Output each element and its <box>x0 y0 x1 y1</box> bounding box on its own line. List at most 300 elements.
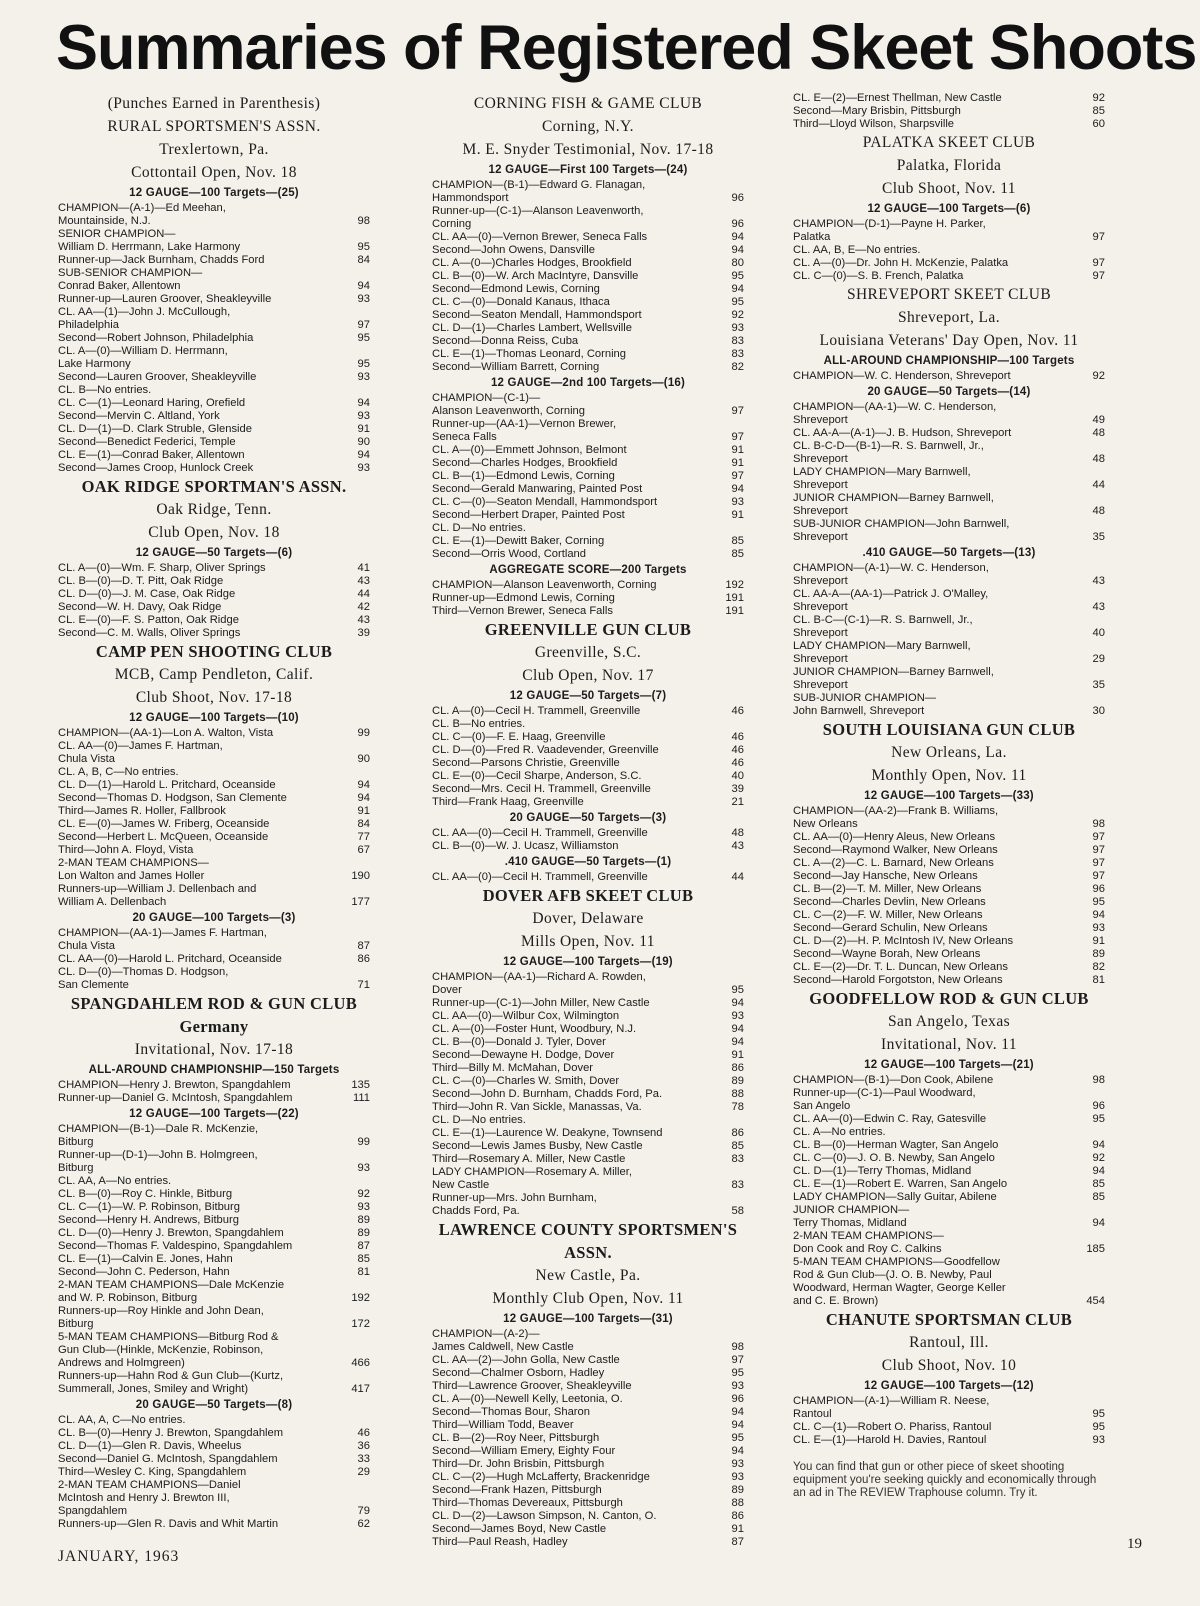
result-label: Second—Edmond Lewis, Corning <box>432 283 600 295</box>
result-label: John Barnwell, Shreveport <box>793 705 925 717</box>
result-row <box>58 1383 370 1396</box>
result-score: 85 <box>731 548 744 560</box>
result-row <box>58 449 370 462</box>
result-row <box>432 783 744 796</box>
result-row <box>432 1367 744 1380</box>
result-score: 71 <box>357 979 370 991</box>
event-subheading: 12 GAUGE—100 Targets—(22) <box>129 1108 299 1120</box>
result-row <box>793 1217 1105 1230</box>
result-score: 85 <box>1092 105 1105 117</box>
result-score: 97 <box>1092 831 1105 843</box>
section-heading: Germany <box>179 1017 249 1036</box>
result-score: 94 <box>731 1023 744 1035</box>
result-text: CL. AA-A—(AA-1)—Patrick J. O'Malley, <box>793 588 989 600</box>
result-row <box>58 436 370 449</box>
result-row <box>432 1497 744 1510</box>
result-text: CL. B-C-D—(B-1)—R. S. Barnwell, Jr., <box>793 440 984 452</box>
result-label: Palatka <box>793 231 831 243</box>
result-label: Second—Gerard Schulin, New Orleans <box>793 922 988 934</box>
result-label: Third—William Todd, Beaver <box>432 1419 574 1431</box>
result-text: CL. B—No entries. <box>58 384 152 396</box>
result-label: Lon Walton and James Holler <box>58 870 205 882</box>
section-heading: SPANGDAHLEM ROD & GUN CLUB <box>70 994 358 1013</box>
result-row <box>432 705 744 718</box>
result-score: 95 <box>357 332 370 344</box>
result-row <box>793 831 1105 844</box>
result-row <box>793 92 1105 105</box>
result-row <box>58 1227 370 1240</box>
result-row <box>432 605 744 618</box>
event-subheading: 12 GAUGE—50 Targets—(7) <box>509 690 667 702</box>
result-row <box>793 844 1105 857</box>
result-label: Chadds Ford, Pa. <box>432 1205 520 1217</box>
result-label: and C. E. Brown) <box>793 1295 879 1307</box>
result-label: CL. E—(1)—Laurence W. Deakyne, Townsend <box>432 1127 663 1139</box>
result-label: CL. B—(0)—W. Arch MacIntyre, Dansville <box>432 270 639 282</box>
result-label: CL. E—(1)—Dewitt Baker, Corning <box>432 535 605 547</box>
result-row <box>432 997 744 1010</box>
result-row <box>793 1295 1105 1308</box>
section-heading: Corning, N.Y. <box>542 118 634 135</box>
page-title: Summaries of Registered Skeet Shoots <box>56 13 1197 83</box>
result-label: Third—Frank Haag, Greenville <box>432 796 584 808</box>
result-row <box>793 1434 1105 1447</box>
section-heading: Club Shoot, Nov. 11 <box>882 180 1016 197</box>
result-label: Second—Charles Devlin, New Orleans <box>793 896 986 908</box>
result-label: Second—Harold Forgotston, New Orleans <box>793 974 1003 986</box>
section-heading: GOODFELLOW ROD & GUN CLUB <box>809 989 1089 1008</box>
result-label: Second—Charles Hodges, Brookfield <box>432 457 618 469</box>
result-row <box>432 1471 744 1484</box>
result-label: Terry Thomas, Midland <box>793 1217 907 1229</box>
result-text: CL. D—No entries. <box>432 1114 526 1126</box>
result-score: 95 <box>1092 1408 1105 1420</box>
result-score: 96 <box>731 218 744 230</box>
result-row <box>793 705 1105 718</box>
result-score: 30 <box>1092 705 1105 717</box>
result-row <box>58 254 370 267</box>
result-score: 97 <box>1092 270 1105 282</box>
result-row <box>432 496 744 509</box>
result-label: CL. D—(2)—Lawson Simpson, N. Canton, O. <box>432 1510 657 1522</box>
result-label: CL. B—(0)—Herman Wagter, San Angelo <box>793 1139 999 1151</box>
result-label: Second—C. M. Walls, Oliver Springs <box>58 627 241 639</box>
result-row <box>58 1214 370 1227</box>
result-row <box>58 1162 370 1175</box>
result-label: CL. E—(0)—Cecil Sharpe, Anderson, S.C. <box>432 770 642 782</box>
result-score: 93 <box>731 496 744 508</box>
result-label: Second—Chalmer Osborn, Hadley <box>432 1367 605 1379</box>
result-row <box>58 423 370 436</box>
result-score: 135 <box>351 1079 370 1091</box>
result-label: Third—Paul Reash, Hadley <box>432 1536 568 1548</box>
result-row <box>58 332 370 345</box>
result-label: Second—Jay Hansche, New Orleans <box>793 870 978 882</box>
result-label: Second—Daniel G. McIntosh, Spangdahlem <box>58 1453 278 1465</box>
result-row <box>793 231 1105 244</box>
result-text: 5-MAN TEAM CHAMPIONS—Goodfellow <box>793 1256 1000 1268</box>
result-label: CL. D—(2)—H. P. McIntosh IV, New Orleans <box>793 935 1014 947</box>
result-score: 191 <box>725 592 744 604</box>
result-label: Second—Thomas Bour, Sharon <box>432 1406 590 1418</box>
result-score: 93 <box>357 462 370 474</box>
result-score: 97 <box>731 405 744 417</box>
result-row <box>432 1010 744 1023</box>
result-label: Rantoul <box>793 1408 832 1420</box>
result-text: Runners-up—Hahn Rod & Gun Club—(Kurtz, <box>58 1370 284 1382</box>
result-row <box>793 1100 1105 1113</box>
result-text: CL. B—No entries. <box>432 718 526 730</box>
section-heading: SOUTH LOUISIANA GUN CLUB <box>822 720 1076 739</box>
result-label: Shreveport <box>793 531 848 543</box>
result-row <box>793 909 1105 922</box>
result-score: 89 <box>357 1227 370 1239</box>
result-label: Second—James Boyd, New Castle <box>432 1523 607 1535</box>
result-score: 86 <box>731 1510 744 1522</box>
result-label: Second—Mary Brisbin, Pittsburgh <box>793 105 961 117</box>
result-text: 2-MAN TEAM CHAMPIONS— <box>793 1230 944 1242</box>
result-score: 60 <box>1092 118 1105 130</box>
section-heading: Monthly Club Open, Nov. 11 <box>492 1290 684 1307</box>
result-score: 98 <box>731 1341 744 1353</box>
result-score: 95 <box>357 241 370 253</box>
result-row <box>432 744 744 757</box>
result-row <box>432 1049 744 1062</box>
result-label: Runner-up—Lauren Groover, Sheakleyville <box>58 293 272 305</box>
result-label: San Angelo <box>793 1100 851 1112</box>
result-score: 35 <box>1092 531 1105 543</box>
result-text: CHAMPION—(B-1)—Edward G. Flanagan, <box>432 179 646 191</box>
result-label: Chula Vista <box>58 753 116 765</box>
result-label: CL. E—(2)—Ernest Thellman, New Castle <box>793 92 1002 104</box>
result-row <box>793 948 1105 961</box>
result-row <box>58 940 370 953</box>
result-label: CL. C—(2)—F. W. Miller, New Orleans <box>793 909 983 921</box>
result-score: 94 <box>357 792 370 804</box>
column-1 <box>58 92 370 1531</box>
event-subheading: 12 GAUGE—100 Targets—(19) <box>503 956 673 968</box>
result-row <box>432 192 744 205</box>
section-heading: ASSN. <box>564 1243 612 1262</box>
result-row <box>793 479 1105 492</box>
result-row <box>58 280 370 293</box>
result-label: CL. C—(1)—W. P. Robinson, Bitburg <box>58 1201 240 1213</box>
result-row <box>432 731 744 744</box>
result-score: 97 <box>1092 257 1105 269</box>
result-score: 91 <box>731 444 744 456</box>
result-label: CL. B—(1)—Edmond Lewis, Corning <box>432 470 615 482</box>
result-score: 97 <box>1092 857 1105 869</box>
result-label: Shreveport <box>793 575 848 587</box>
result-score: 83 <box>731 348 744 360</box>
result-row <box>58 753 370 766</box>
result-row <box>432 270 744 283</box>
result-score: 46 <box>731 731 744 743</box>
result-row <box>432 322 744 335</box>
result-label: Mountainside, N.J. <box>58 215 151 227</box>
result-score: 89 <box>1092 948 1105 960</box>
result-label: CL. E—(2)—Dr. T. L. Duncan, New Orleans <box>793 961 1008 973</box>
result-text: CHAMPION—(AA-1)—W. C. Henderson, <box>793 401 997 413</box>
result-row <box>793 575 1105 588</box>
result-row <box>58 1357 370 1370</box>
result-label: CL. E—(1)—Calvin E. Jones, Hahn <box>58 1253 233 1265</box>
result-score: 48 <box>1092 427 1105 439</box>
result-row <box>432 1075 744 1088</box>
result-score: 87 <box>731 1536 744 1548</box>
result-label: CL. AA-A—(A-1)—J. B. Hudson, Shreveport <box>793 427 1012 439</box>
result-label: Shreveport <box>793 653 848 665</box>
result-label: CL. E—(0)—James W. Friberg, Oceanside <box>58 818 270 830</box>
result-label: Second—Dewayne H. Dodge, Dover <box>432 1049 615 1061</box>
section-heading: PALATKA SKEET CLUB <box>862 134 1036 151</box>
result-row <box>432 1179 744 1192</box>
result-row <box>432 296 744 309</box>
result-score: 87 <box>357 940 370 952</box>
result-text: CL. AA—(1)—John J. McCullough, <box>58 306 231 318</box>
result-label: Spangdahlem <box>58 1505 128 1517</box>
result-label: CL. A—(2)—C. L. Barnard, New Orleans <box>793 857 994 869</box>
section-heading: Monthly Open, Nov. 11 <box>871 767 1027 784</box>
result-label: Second—Mrs. Cecil H. Trammell, Greenville <box>432 783 651 795</box>
result-row <box>793 935 1105 948</box>
result-label: Bitburg <box>58 1318 94 1330</box>
result-score: 97 <box>1092 844 1105 856</box>
result-score: 67 <box>357 844 370 856</box>
result-row <box>58 1092 370 1105</box>
result-score: 90 <box>357 753 370 765</box>
result-row <box>58 870 370 883</box>
result-label: James Caldwell, New Castle <box>432 1341 574 1353</box>
result-score: 91 <box>357 423 370 435</box>
result-label: Philadelphia <box>58 319 119 331</box>
result-label: CL. C—(2)—Hugh McLafferty, Brackenridge <box>432 1471 650 1483</box>
result-row <box>432 1127 744 1140</box>
result-text: CL. D—No entries. <box>432 522 526 534</box>
result-label: Third—Billy M. McMahan, Dover <box>432 1062 594 1074</box>
result-row <box>432 1062 744 1075</box>
result-label: CL. C—(0)—J. O. B. Newby, San Angelo <box>793 1152 995 1164</box>
result-label: Second—James Croop, Hunlock Creek <box>58 462 254 474</box>
result-label: Shreveport <box>793 679 848 691</box>
result-score: 86 <box>357 953 370 965</box>
result-label: CL. A—(0)—Emmett Johnson, Belmont <box>432 444 627 456</box>
result-text: CL. AA, B, E—No entries. <box>793 244 921 256</box>
result-label: CL. C—(1)—Leonard Haring, Orefield <box>58 397 246 409</box>
result-text: McIntosh and Henry J. Brewton III, <box>58 1492 230 1504</box>
result-row <box>58 397 370 410</box>
result-label: CL. E—(1)—Robert E. Warren, San Angelo <box>793 1178 1008 1190</box>
result-row <box>58 792 370 805</box>
section-heading: Oak Ridge, Tenn. <box>156 501 272 518</box>
result-row <box>432 218 744 231</box>
result-score: 94 <box>357 779 370 791</box>
result-score: 97 <box>731 470 744 482</box>
result-row <box>793 1152 1105 1165</box>
result-text: CL. AA, A, C—No entries. <box>58 1414 186 1426</box>
result-label: Second—Seaton Mendall, Hammondsport <box>432 309 642 321</box>
result-score: 91 <box>1092 935 1105 947</box>
result-score: 39 <box>731 783 744 795</box>
result-score: 93 <box>357 1201 370 1213</box>
result-row <box>58 979 370 992</box>
result-score: 192 <box>725 579 744 591</box>
result-score: 84 <box>357 254 370 266</box>
result-label: CL. AA—(0)—Edwin C. Ray, Gatesville <box>793 1113 987 1125</box>
result-score: 40 <box>1092 627 1105 639</box>
result-score: 46 <box>357 1427 370 1439</box>
result-row <box>793 1408 1105 1421</box>
result-row <box>58 1466 370 1479</box>
result-label: Corning <box>432 218 472 230</box>
result-text: 2-MAN TEAM CHAMPIONS—Daniel <box>58 1479 241 1491</box>
result-row <box>432 283 744 296</box>
event-subheading: 20 GAUGE—50 Targets—(8) <box>135 1399 293 1411</box>
result-label: Third—James R. Holler, Fallbrook <box>58 805 226 817</box>
result-label: William A. Dellenbach <box>58 896 167 908</box>
result-row <box>58 779 370 792</box>
result-row <box>793 1243 1105 1256</box>
result-label: Andrews and Holmgreen) <box>58 1357 185 1369</box>
result-row <box>58 1427 370 1440</box>
result-row <box>58 1440 370 1453</box>
event-subheading: 20 GAUGE—50 Targets—(3) <box>509 812 667 824</box>
result-row <box>58 1518 370 1531</box>
event-subheading: ALL-AROUND CHAMPIONSHIP—150 Targets <box>88 1064 340 1076</box>
result-row <box>793 896 1105 909</box>
result-label: Second—Donna Reiss, Cuba <box>432 335 579 347</box>
result-row <box>432 1536 744 1549</box>
result-row <box>432 244 744 257</box>
result-score: 417 <box>351 1383 370 1395</box>
result-label: Third—Vernon Brewer, Seneca Falls <box>432 605 613 617</box>
section-heading: Rantoul, Ill. <box>909 1334 989 1351</box>
section-heading: New Castle, Pa. <box>535 1267 641 1284</box>
result-row <box>793 601 1105 614</box>
result-score: 44 <box>1092 479 1105 491</box>
result-score: 98 <box>357 215 370 227</box>
result-score: 98 <box>1092 818 1105 830</box>
result-row <box>793 118 1105 131</box>
result-label: LADY CHAMPION—Sally Guitar, Abilene <box>793 1191 997 1203</box>
result-score: 85 <box>731 535 744 547</box>
result-row <box>432 871 744 884</box>
event-subheading: 12 GAUGE—100 Targets—(12) <box>864 1380 1034 1392</box>
result-row <box>432 548 744 561</box>
section-heading: MCB, Camp Pendleton, Calif. <box>114 666 314 683</box>
result-score: 93 <box>357 410 370 422</box>
result-label: Bitburg <box>58 1136 94 1148</box>
result-row <box>58 1188 370 1201</box>
result-score: 93 <box>731 322 744 334</box>
result-score: 96 <box>1092 1100 1105 1112</box>
result-label: CL. A—(0)—Dr. John H. McKenzie, Palatka <box>793 257 1009 269</box>
result-score: 44 <box>357 588 370 600</box>
result-label: Runner-up—Edmond Lewis, Corning <box>432 592 615 604</box>
result-score: 95 <box>731 984 744 996</box>
section-heading: M. E. Snyder Testimonial, Nov. 17-18 <box>462 141 714 158</box>
result-score: 84 <box>357 818 370 830</box>
result-label: Second—Herbert Draper, Painted Post <box>432 509 625 521</box>
result-row <box>793 857 1105 870</box>
result-label: CL. AA—(0)—Cecil H. Trammell, Greenville <box>432 827 648 839</box>
result-row <box>58 1266 370 1279</box>
result-row <box>58 1136 370 1149</box>
result-row <box>432 592 744 605</box>
result-label: CL. B—(0)—D. T. Pitt, Oak Ridge <box>58 575 224 587</box>
result-score: 96 <box>731 192 744 204</box>
result-score: 95 <box>1092 896 1105 908</box>
result-label: Second—William Barrett, Corning <box>432 361 600 373</box>
result-label: Second—Orris Wood, Cortland <box>432 548 586 560</box>
result-score: 29 <box>357 1466 370 1478</box>
result-score: 94 <box>731 997 744 1009</box>
result-score: 43 <box>1092 601 1105 613</box>
result-label: Dover <box>432 984 462 996</box>
result-text: CL. D—(0)—Thomas D. Hodgson, <box>58 966 229 978</box>
result-label: CL. D—(0)—J. M. Case, Oak Ridge <box>58 588 236 600</box>
result-row <box>432 827 744 840</box>
result-score: 46 <box>731 705 744 717</box>
result-label: Shreveport <box>793 414 848 426</box>
section-heading: RURAL SPORTSMEN'S ASSN. <box>107 118 321 135</box>
event-subheading: 12 GAUGE—100 Targets—(31) <box>503 1313 673 1325</box>
section-heading: Invitational, Nov. 17-18 <box>134 1041 294 1058</box>
result-row <box>432 1458 744 1471</box>
result-row <box>793 627 1105 640</box>
event-subheading: .410 GAUGE—50 Targets—(13) <box>862 547 1036 559</box>
result-row <box>58 241 370 254</box>
result-row <box>432 1341 744 1354</box>
result-row <box>793 870 1105 883</box>
result-row <box>58 293 370 306</box>
result-score: 94 <box>731 283 744 295</box>
section-heading: OAK RIDGE SPORTMAN'S ASSN. <box>81 477 347 496</box>
result-label: CHAMPION—(AA-1)—Lon A. Walton, Vista <box>58 727 274 739</box>
result-label: CHAMPION—(B-1)—Don Cook, Abilene <box>793 1074 994 1086</box>
result-row <box>432 231 744 244</box>
result-score: 92 <box>1092 1152 1105 1164</box>
result-row <box>432 1140 744 1153</box>
result-label: Third—Rosemary A. Miller, New Castle <box>432 1153 626 1165</box>
result-label: Shreveport <box>793 479 848 491</box>
result-text: JUNIOR CHAMPION—Barney Barnwell, <box>793 666 994 678</box>
result-text: CL. A—No entries. <box>793 1126 886 1138</box>
result-row <box>432 509 744 522</box>
event-subheading: 20 GAUGE—100 Targets—(3) <box>132 912 296 924</box>
result-row <box>793 974 1105 987</box>
section-heading: CORNING FISH & GAME CLUB <box>473 95 703 112</box>
section-heading: Shreveport, La. <box>898 309 1000 326</box>
result-score: 91 <box>357 805 370 817</box>
column-3 <box>793 92 1105 1500</box>
result-score: 94 <box>731 231 744 243</box>
result-score: 94 <box>731 483 744 495</box>
result-label: Second—Benedict Federici, Temple <box>58 436 236 448</box>
result-row <box>58 627 370 640</box>
result-row <box>432 348 744 361</box>
result-score: 94 <box>731 1036 744 1048</box>
result-label: Second—John C. Pederson, Hahn <box>58 1266 230 1278</box>
result-label: Chula Vista <box>58 940 116 952</box>
result-row <box>793 818 1105 831</box>
result-score: 95 <box>731 296 744 308</box>
result-row <box>58 1318 370 1331</box>
result-label: Second—William Emery, Eighty Four <box>432 1445 616 1457</box>
result-text: SUB-JUNIOR CHAMPION—John Barnwell, <box>793 518 1010 530</box>
result-score: 91 <box>731 1523 744 1535</box>
result-score: 78 <box>731 1101 744 1113</box>
